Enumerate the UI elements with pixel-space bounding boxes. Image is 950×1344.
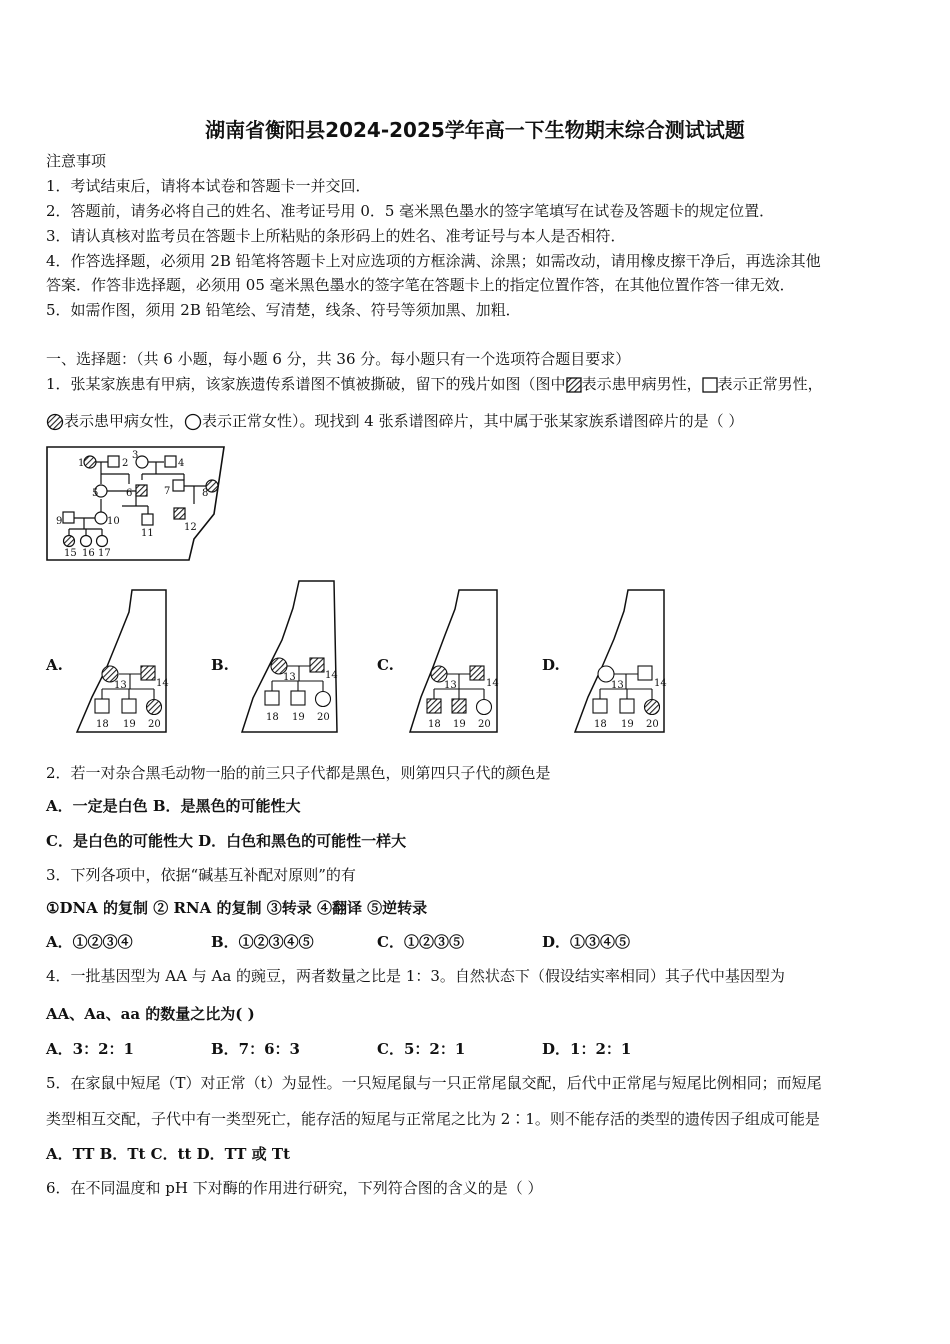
pedigree-label: 5 (92, 488, 99, 499)
pedigree-label: 7 (164, 486, 171, 497)
q1-text-b: 表示患甲病男性， (581, 375, 702, 393)
notice-item: 3．请认真核对监考员在答题卡上所粘贴的条形码上的姓名、准考证号与本人是否相符． (46, 227, 626, 245)
q1-option-b[interactable]: B. (211, 656, 229, 674)
pedigree-label: 19 (123, 719, 136, 730)
q1-text-a: 1．张某家族患有甲病，该家族遗传系谱图不慎被撕破，留下的残片如图（图中 (46, 375, 566, 393)
pedigree-label: 20 (148, 719, 161, 730)
notice-item: 5．如需作图，须用 2B 铅笔绘、写清楚，线条、符号等须加黑、加粗． (46, 301, 521, 319)
pedigree-main-fragment (44, 444, 230, 564)
pedigree-label: 1 (78, 458, 85, 469)
q3-stem: 3．下列各项中，依据“碱基互补配对原则”的有 (46, 866, 356, 884)
q1-stem-line1 (46, 377, 823, 393)
pedigree-label: 13 (444, 680, 457, 691)
pedigree-label: 6 (126, 488, 133, 499)
q3-option-a[interactable]: A．①②③④ (46, 933, 133, 951)
pedigree-label: 8 (202, 488, 209, 499)
q1-text-c: 表示正常男性， (717, 375, 823, 393)
q1-text-e: 表示正常女性）。现找到 4 张系谱图碎片，其中属于张某家族系谱图碎片的是（ ） (202, 412, 744, 430)
q3-option-c[interactable]: C．①②③⑤ (377, 933, 464, 951)
notice-heading: 注意事项 (46, 152, 107, 170)
pedigree-label: 13 (283, 672, 296, 683)
q1-option-c[interactable]: C. (377, 656, 394, 674)
pedigree-label: 18 (594, 719, 607, 730)
q6-stem: 6．在不同温度和 pH 下对酶的作用进行研究，下列符合图的含义的是（ ） (46, 1179, 543, 1197)
pedigree-label: 13 (611, 680, 624, 691)
pedigree-label: 3 (132, 450, 139, 461)
fragment-a (74, 587, 174, 737)
q2-options-ab[interactable]: A．一定是白色 B．是黑色的可能性大 (46, 797, 301, 815)
pedigree-label: 14 (325, 670, 338, 681)
pedigree-label: 13 (114, 680, 127, 691)
pedigree-label: 20 (478, 719, 491, 730)
pedigree-label: 19 (453, 719, 466, 730)
fragment-d (572, 587, 672, 737)
pedigree-label: 9 (56, 516, 63, 527)
q1-text-d: 表示患甲病女性， (64, 412, 185, 430)
q3-option-d[interactable]: D．①③④⑤ (542, 933, 631, 951)
q1-stem-line2 (46, 413, 743, 431)
q4-stem: 4．一批基因型为 AA 与 Aa 的豌豆，两者数量之比是 1：3。自然状态下（假设结实率相同）其子代中基因型为 (46, 967, 785, 985)
notice-item: 2．答题前，请务必将自己的姓名、准考证号用 0．5 毫米黑色墨水的签字笔填写在试卷及答题卡的规定位置． (46, 202, 775, 220)
fragment-c (407, 587, 507, 737)
fragment-b (239, 578, 344, 738)
pedigree-label: 15 (64, 548, 77, 559)
pedigree-label: 14 (156, 678, 169, 689)
pedigree-label: 18 (96, 719, 109, 730)
page-title: 湖南省衡阳县2024-2025学年高一下生物期末综合测试试题 (205, 118, 745, 142)
pedigree-label: 14 (654, 678, 667, 689)
notice-item: 答案．作答非选择题，必须用 05 毫米黑色墨水的签字笔在答题卡上的指定位置作答，在其他位置作答一律无效． (46, 276, 795, 294)
pedigree-label: 18 (266, 712, 279, 723)
pedigree-label: 12 (184, 522, 197, 533)
notice-item: 1．考试结束后，请将本试卷和答题卡一并交回． (46, 177, 371, 195)
pedigree-label: 20 (317, 712, 330, 723)
q5-stem-line1: 5．在家鼠中短尾（T）对正常（t）为显性。一只短尾鼠与一只正常尾鼠交配，后代中正常尾与短尾比例相同；而短尾 (46, 1074, 822, 1092)
q5-options[interactable]: A．TT B．Tt C．tt D．TT 或 Tt (46, 1145, 290, 1163)
q3-items: ①DNA 的复制 ② RNA 的复制 ③转录 ④翻译 ⑤逆转录 (46, 899, 428, 917)
normal-female-icon (184, 413, 202, 431)
q2-stem: 2．若一对杂合黑毛动物一胎的前三只子代都是黑色，则第四只子代的颜色是 (46, 764, 551, 782)
pedigree-label: 11 (141, 528, 154, 539)
pedigree-label: 17 (98, 548, 111, 559)
notice-item: 4．作答选择题，必须用 2B 铅笔将答题卡上对应选项的方框涂满、涂黑；如需改动，请用橡皮擦干净后，再选涂其他 (46, 252, 821, 270)
pedigree-label: 19 (621, 719, 634, 730)
pedigree-label: 16 (82, 548, 95, 559)
q4-option-c[interactable]: C．5：2：1 (377, 1040, 466, 1058)
pedigree-label: 14 (486, 678, 499, 689)
q1-option-d[interactable]: D. (542, 656, 560, 674)
q1-option-a[interactable]: A. (46, 656, 63, 674)
affected-male-icon (566, 377, 582, 393)
q4-option-d[interactable]: D．1：2：1 (542, 1040, 632, 1058)
q4-option-a[interactable]: A．3：2：1 (46, 1040, 134, 1058)
q3-option-b[interactable]: B．①②③④⑤ (211, 933, 314, 951)
q2-options-cd[interactable]: C．是白色的可能性大 D．白色和黑色的可能性一样大 (46, 832, 407, 850)
affected-female-icon (46, 413, 64, 431)
pedigree-label: 20 (646, 719, 659, 730)
pedigree-label: 19 (292, 712, 305, 723)
q4-option-b[interactable]: B．7：6：3 (211, 1040, 300, 1058)
pedigree-label: 18 (428, 719, 441, 730)
pedigree-label: 2 (122, 458, 129, 469)
normal-male-icon (702, 377, 718, 393)
q4-stem-2: AA、Aa、aa 的数量之比为( ) (46, 1005, 255, 1023)
pedigree-label: 4 (178, 458, 185, 469)
section-heading: 一、选择题：（共 6 小题，每小题 6 分，共 36 分。每小题只有一个选项符合题目要求） (46, 350, 631, 368)
pedigree-label: 10 (107, 516, 120, 527)
q5-stem-line2: 类型相互交配，子代中有一类型死亡，能存活的短尾与正常尾之比为 2∶1。则不能存活的类型的遗传因子组成可能是 (46, 1110, 820, 1128)
